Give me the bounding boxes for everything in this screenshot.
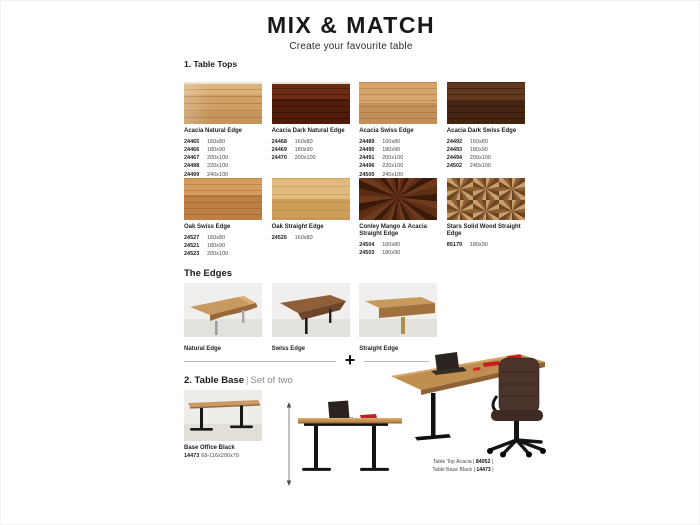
variant-list [184, 138, 262, 179]
product-image-oak-straight-edge [272, 178, 350, 220]
variant-size: 180x90 [207, 146, 226, 153]
edge-card-straight [359, 283, 437, 352]
variant-size: 200x100 [294, 155, 316, 162]
variant-row [184, 234, 262, 242]
variant-size: 160x80 [207, 138, 226, 145]
product-image-conley-mango-acacia [359, 178, 437, 220]
variant-row [272, 234, 350, 242]
variant-row [447, 154, 525, 162]
plus-icon: + [344, 350, 356, 370]
variant-list [184, 234, 262, 259]
variant-code: 24465 [184, 138, 200, 145]
product-name: Oak Swiss Edge [184, 224, 231, 230]
variant-row [184, 138, 262, 146]
variant-row [184, 146, 262, 154]
variant-code: 24490 [359, 146, 375, 153]
base-office-black-image [184, 390, 262, 441]
product-image-acacia-dark-swiss-edge [447, 82, 525, 124]
natural-edge-image [184, 283, 262, 337]
variant-row [359, 241, 437, 249]
variant-code: 24523 [184, 251, 200, 258]
variant-list [359, 138, 437, 179]
section-heading-edges: The Edges [184, 268, 233, 279]
edge-label: Swiss Edge [271, 346, 305, 352]
variant-size: 160x80 [207, 234, 226, 241]
product-card-oak-straight-edge [272, 178, 350, 258]
variant-code: 24491 [359, 155, 375, 162]
base-product-code: 14473 [184, 453, 200, 459]
base-product-code-row [184, 453, 239, 459]
product-name: Acacia Dark Natural Edge [271, 128, 345, 134]
variant-size: 200x100 [469, 155, 491, 162]
base-heading-text: 2. Table Base [184, 375, 245, 386]
variant-row [184, 242, 262, 250]
variant-size: 220x100 [382, 163, 404, 170]
section-heading-table-base [184, 375, 293, 386]
product-card-acacia-natural-edge [184, 82, 262, 179]
heading-separator: | [246, 375, 249, 386]
variant-list [447, 241, 525, 249]
variant-code: 24468 [271, 138, 287, 145]
variant-code: 24492 [446, 138, 463, 145]
variant-row [272, 154, 350, 162]
product-name: Acacia Natural Edge [184, 128, 243, 134]
variant-code: 24496 [359, 163, 375, 170]
edge-label: Natural Edge [184, 346, 222, 352]
product-card-oak-swiss-edge [184, 178, 262, 258]
base-product-name: Base Office Black [184, 445, 235, 451]
variant-row [272, 146, 350, 154]
variant-code: 24489 [359, 138, 375, 145]
variant-size: 180x90 [382, 250, 401, 257]
product-card-acacia-swiss-edge [359, 82, 437, 179]
variant-code: 24469 [271, 146, 287, 153]
variant-size: 180x90 [382, 146, 401, 153]
variant-row [184, 154, 262, 162]
variant-size: 240x100 [382, 171, 404, 178]
variant-size: 160x80 [469, 138, 488, 145]
variant-code: 24498 [184, 163, 200, 170]
variant-code: 85179 [446, 241, 463, 248]
caption-top-label: Table Top Acacia | [432, 459, 475, 465]
variant-row [447, 146, 525, 154]
variant-code: 24494 [446, 155, 463, 162]
edge-label: Straight Edge [359, 346, 399, 352]
variant-size: 200x100 [382, 155, 404, 162]
variant-code: 24466 [184, 146, 200, 153]
divider-line-left [184, 361, 336, 362]
product-card-conley-mango-acacia [359, 178, 437, 258]
base-product-size: 68-116x200x70 [201, 453, 239, 459]
table-tops-row-1 [184, 82, 525, 179]
product-name: Conley Mango & Acacia Straight Edge [359, 224, 427, 238]
variant-size: 160x80 [382, 138, 401, 145]
variant-code: 24527 [184, 234, 200, 241]
variant-list [272, 138, 350, 163]
caption-top-sep: | [491, 459, 494, 465]
caption-base-sep: | [492, 467, 494, 474]
variant-size: 180x90 [207, 242, 226, 249]
variant-row [447, 241, 525, 249]
base-heading-subtext: Set of two [250, 375, 293, 386]
product-image-acacia-dark-natural-edge [272, 82, 350, 124]
caption-base-label: Table Base Black | [432, 467, 475, 474]
variant-code: 24493 [446, 146, 463, 153]
swiss-edge-image [272, 283, 350, 337]
page-title: MIX & MATCH [266, 12, 436, 38]
product-card-acacia-dark-swiss-edge [447, 82, 525, 179]
variant-size: 200x100 [207, 251, 229, 258]
variant-code: 24500 [359, 171, 375, 178]
caption-line-base [403, 466, 523, 474]
caption-line-top [403, 458, 523, 466]
product-image-oak-swiss-edge [184, 178, 262, 220]
variant-code: 24502 [446, 163, 463, 170]
product-name: Acacia Dark Swiss Edge [446, 128, 517, 134]
product-name: Stars Solid Wood Straight Edge [446, 224, 521, 238]
variant-row [359, 146, 437, 154]
product-card-stars-solid-wood [447, 178, 525, 258]
variant-row [272, 138, 350, 146]
product-image-acacia-swiss-edge [359, 82, 437, 124]
variant-row [184, 250, 262, 258]
variant-code: 24521 [184, 242, 200, 249]
variant-row [447, 138, 525, 146]
caption-base-code: 14473 [476, 467, 491, 474]
variant-code: 24499 [184, 171, 200, 178]
variant-row [359, 162, 437, 170]
variant-code: 24470 [271, 155, 287, 162]
section-heading-table-tops: 1. Table Tops [184, 59, 238, 69]
variant-code: 24467 [184, 155, 200, 162]
page-subtitle: Create your favourite table [289, 41, 413, 52]
combo-caption [403, 458, 523, 474]
variant-row [359, 249, 437, 257]
variant-row [359, 138, 437, 146]
variant-row [359, 154, 437, 162]
variant-row [447, 162, 525, 170]
height-adjust-arrow-icon [287, 402, 291, 486]
variant-list [359, 241, 437, 258]
variant-list [272, 234, 350, 242]
edges-row [184, 283, 437, 352]
variant-size: 160x80 [294, 138, 313, 145]
table-tops-row-2 [184, 178, 525, 258]
variant-size: 180x90 [469, 146, 488, 153]
variant-size: 160x80 [294, 234, 313, 241]
variant-size: 200x100 [207, 155, 229, 162]
edge-card-swiss [272, 283, 350, 352]
variant-size: 240x100 [469, 163, 491, 170]
variant-code: 24526 [271, 234, 287, 241]
product-image-stars-solid-wood [447, 178, 525, 220]
product-name: Oak Straight Edge [271, 224, 324, 230]
edge-card-natural [184, 283, 262, 352]
variant-size: 240x100 [207, 171, 229, 178]
straight-edge-image [359, 283, 437, 337]
product-image-acacia-natural-edge [184, 82, 262, 124]
variant-size: 180x90 [469, 241, 488, 248]
variant-size: 180x90 [294, 146, 313, 153]
product-name: Acacia Swiss Edge [359, 128, 414, 134]
variant-code: 24503 [359, 250, 375, 257]
variant-row [184, 162, 262, 170]
variant-size: 160x80 [382, 241, 401, 248]
desk-and-chair-image [387, 346, 563, 458]
variant-size: 220x100 [207, 163, 229, 170]
variant-list [447, 138, 525, 171]
variant-code: 24504 [359, 241, 375, 248]
product-card-acacia-dark-natural-edge [272, 82, 350, 179]
caption-top-code: 84052 [475, 459, 491, 465]
